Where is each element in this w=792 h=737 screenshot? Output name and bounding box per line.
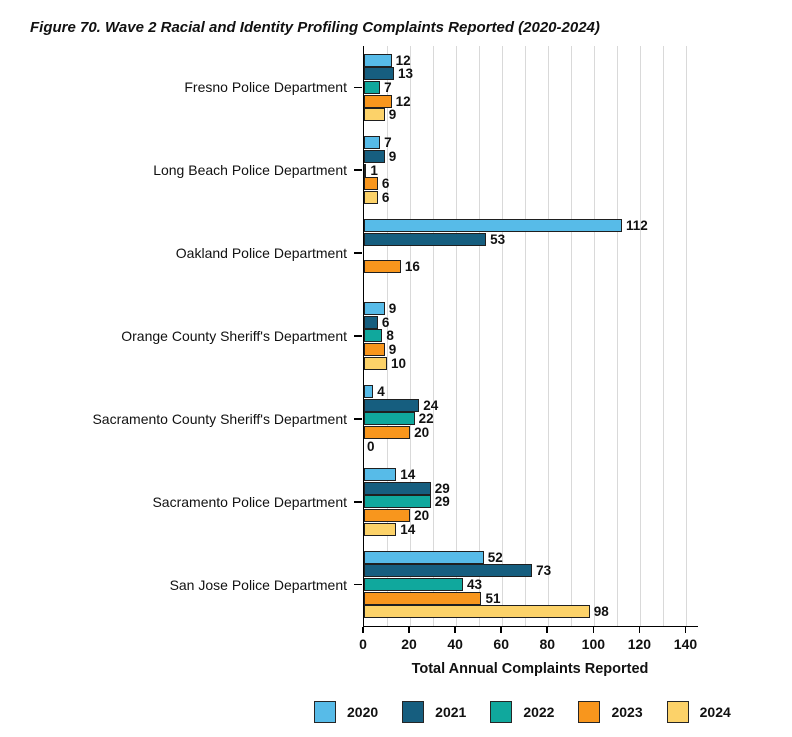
bar-row-2023 <box>364 343 698 357</box>
bar-row-2022 <box>364 329 698 343</box>
bar-2024 <box>364 357 387 370</box>
legend-swatch-2024 <box>667 701 689 723</box>
bar-2023 <box>364 592 481 605</box>
value-label: 73 <box>536 563 552 579</box>
bar-row-2024 <box>364 605 698 619</box>
bar-row-2024 <box>364 274 698 288</box>
bar-row-2020 <box>364 302 698 316</box>
bar-row-2023 <box>364 177 698 191</box>
category-label: Fresno Police Department <box>184 79 347 96</box>
bar-row-2021 <box>364 315 698 329</box>
bar-2024 <box>364 605 590 618</box>
value-label: 9 <box>388 342 397 358</box>
bar-row-2022 <box>364 578 698 592</box>
value-label: 43 <box>467 577 483 593</box>
bar-row-2021 <box>364 67 698 81</box>
category-label: Sacramento County Sheriff's Department <box>92 410 347 427</box>
value-label: 8 <box>386 328 394 344</box>
value-label: 9 <box>388 301 397 317</box>
bar-2020 <box>364 219 622 232</box>
bar-2023 <box>364 343 385 356</box>
bar-row-2024 <box>364 108 698 122</box>
value-label: 98 <box>593 604 609 620</box>
bar-group <box>364 377 698 460</box>
bar-2023 <box>364 95 392 108</box>
bar-2023 <box>364 260 401 273</box>
bar-row-2023 <box>364 426 698 440</box>
bar-row-2023 <box>364 260 698 274</box>
value-label: 22 <box>418 411 434 427</box>
value-label: 52 <box>487 549 503 565</box>
bar-row-2024 <box>364 522 698 536</box>
category-tick <box>354 87 362 89</box>
bar-group <box>364 295 698 378</box>
bar-row-2023 <box>364 591 698 605</box>
value-label: 20 <box>414 507 430 523</box>
bar-group <box>364 543 698 626</box>
x-tick-mark <box>408 627 410 633</box>
category-tick <box>354 169 362 171</box>
bar-2023 <box>364 426 410 439</box>
bar-2022 <box>364 495 431 508</box>
legend-item-2021 <box>402 701 466 723</box>
category-tick <box>354 501 362 503</box>
legend-item-2020 <box>314 701 378 723</box>
figure-title: Figure 70. Wave 2 Racial and Identity Profiling Complaints Reported (2020-2024) <box>30 19 600 36</box>
category-tick <box>354 584 362 586</box>
bar-2020 <box>364 385 373 398</box>
value-label: 9 <box>388 107 397 123</box>
legend-swatch-2020 <box>314 701 336 723</box>
bar-2023 <box>364 177 378 190</box>
bar-row-2021 <box>364 398 698 412</box>
value-label: 12 <box>395 52 411 68</box>
category-label: Long Beach Police Department <box>153 162 347 179</box>
bar-row-2021 <box>364 233 698 247</box>
bar-2023 <box>364 509 410 522</box>
bar-row-2022 <box>364 412 698 426</box>
value-label: 12 <box>395 93 411 109</box>
category-tick <box>354 418 362 420</box>
value-label: 6 <box>381 314 390 330</box>
category-tick <box>354 335 362 337</box>
legend-item-2022 <box>490 701 554 723</box>
x-axis-title: Total Annual Complaints Reported <box>411 661 649 677</box>
bar-2022 <box>364 412 415 425</box>
x-tick-mark <box>454 627 456 633</box>
bar-row-2023 <box>364 509 698 523</box>
category-label: Orange County Sheriff's Department <box>121 327 347 344</box>
bar-row-2023 <box>364 94 698 108</box>
bar-row-2021 <box>364 564 698 578</box>
value-label: 0 <box>367 438 375 454</box>
x-tick-mark <box>685 627 687 633</box>
value-label: 7 <box>384 135 392 151</box>
value-label: 14 <box>400 466 416 482</box>
value-label: 6 <box>381 176 390 192</box>
legend-label-2022: 2022 <box>523 704 555 720</box>
value-label: 7 <box>384 79 392 95</box>
bar-2021 <box>364 316 378 329</box>
legend-swatch-2022 <box>490 701 512 723</box>
bar-row-2022 <box>364 246 698 260</box>
legend-swatch-2023 <box>578 701 600 723</box>
value-label: 51 <box>485 590 501 606</box>
category-label: San Jose Police Department <box>169 576 347 593</box>
bar-2022 <box>364 329 382 342</box>
value-label: 29 <box>434 480 450 496</box>
bar-2021 <box>364 564 532 577</box>
value-label: 53 <box>490 231 506 247</box>
bar-row-2020 <box>364 385 698 399</box>
bar-row-2024 <box>364 191 698 205</box>
bar-2022 <box>364 578 463 591</box>
bar-2020 <box>364 468 396 481</box>
bar-row-2020 <box>364 550 698 564</box>
legend-item-2024 <box>667 701 731 723</box>
legend-swatch-2021 <box>402 701 424 723</box>
value-label: 1 <box>370 162 378 178</box>
value-label: 112 <box>625 218 648 234</box>
value-label: 13 <box>397 66 413 82</box>
bar-group <box>364 460 698 543</box>
legend-label-2020: 2020 <box>347 704 379 720</box>
bar-group <box>364 129 698 212</box>
bar-2021 <box>364 150 385 163</box>
x-tick-label: 20 <box>401 636 417 652</box>
bar-row-2020 <box>364 136 698 150</box>
x-tick-label: 0 <box>359 636 367 652</box>
bar-row-2021 <box>364 481 698 495</box>
value-label: 4 <box>377 383 385 399</box>
x-tick-label: 60 <box>493 636 509 652</box>
legend-label-2024: 2024 <box>699 704 731 720</box>
x-tick-label: 120 <box>627 636 652 652</box>
value-label: 24 <box>423 397 439 413</box>
bar-group <box>364 212 698 295</box>
legend <box>314 701 731 723</box>
bar-row-2020 <box>364 219 698 233</box>
bar-row-2022 <box>364 81 698 95</box>
x-tick-mark <box>639 627 641 633</box>
bar-2020 <box>364 551 484 564</box>
bar-2022 <box>364 164 366 177</box>
value-label: 6 <box>381 190 390 206</box>
bar-row-2024 <box>364 439 698 453</box>
bar-2024 <box>364 523 396 536</box>
legend-label-2023: 2023 <box>611 704 643 720</box>
value-label: 29 <box>434 494 450 510</box>
value-label: 16 <box>404 259 420 275</box>
category-label: Oakland Police Department <box>175 245 347 262</box>
plot-area <box>363 46 698 627</box>
bar-2020 <box>364 136 380 149</box>
bar-2024 <box>364 191 378 204</box>
legend-item-2023 <box>578 701 642 723</box>
bar-2022 <box>364 81 380 94</box>
value-label: 14 <box>400 521 416 537</box>
x-tick-mark <box>500 627 502 633</box>
x-tick-mark <box>546 627 548 633</box>
category-tick <box>354 252 362 254</box>
bar-2024 <box>364 108 385 121</box>
x-tick-mark <box>362 627 364 633</box>
bar-row-2020 <box>364 53 698 67</box>
value-label: 10 <box>391 355 407 371</box>
bar-2021 <box>364 482 431 495</box>
bar-row-2022 <box>364 163 698 177</box>
bar-row-2022 <box>364 495 698 509</box>
category-label: Sacramento Police Department <box>152 493 347 510</box>
bar-2021 <box>364 399 419 412</box>
bar-row-2024 <box>364 357 698 371</box>
x-tick-label: 80 <box>539 636 556 652</box>
bar-2020 <box>364 302 385 315</box>
bar-2021 <box>364 67 394 80</box>
x-tick-label: 140 <box>673 636 698 652</box>
bar-row-2020 <box>364 467 698 481</box>
x-tick-label: 40 <box>447 636 463 652</box>
value-label: 20 <box>414 425 430 441</box>
x-tick-mark <box>593 627 595 633</box>
legend-label-2021: 2021 <box>435 704 467 720</box>
bar-group <box>364 46 698 129</box>
bar-row-2021 <box>364 150 698 164</box>
bar-2020 <box>364 54 392 67</box>
bar-2021 <box>364 233 486 246</box>
x-tick-label: 100 <box>581 636 606 652</box>
value-label: 9 <box>388 149 397 165</box>
